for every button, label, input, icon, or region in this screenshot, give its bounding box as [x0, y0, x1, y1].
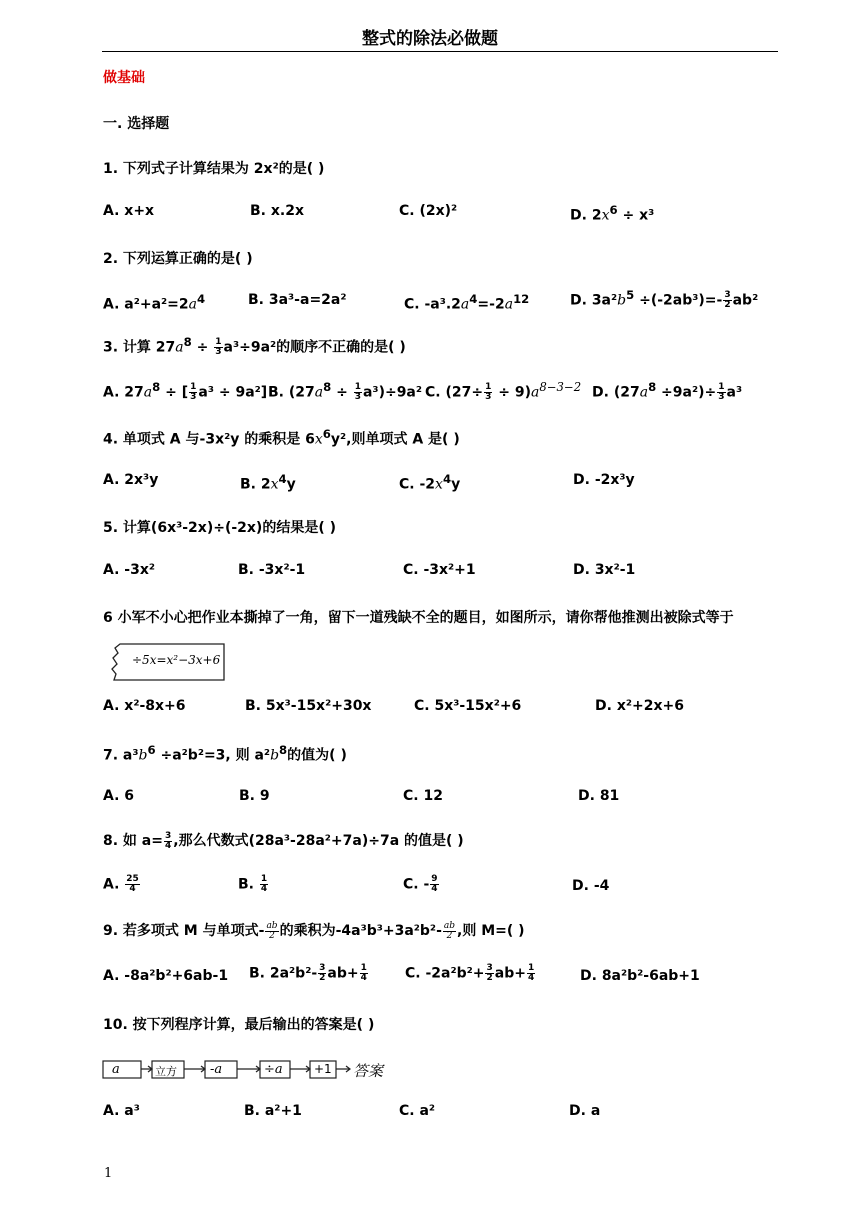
q5-option-d: D. 3x²-1 — [573, 562, 636, 578]
q6-option-b: B. 5x³-15x²+30x — [245, 698, 372, 714]
q1-option-c: C. (2x)² — [399, 203, 458, 219]
section-basic: 做基础 — [103, 70, 145, 86]
q1-option-b: B. x.2x — [250, 203, 304, 219]
q10-option-c: C. a² — [399, 1103, 436, 1119]
q3-stem: 3. 计算 $27a^8$ ÷ $\frac{1}{3}$ a³÷9a²的顺序不正确的是( ) — [103, 335, 406, 358]
page-title: 整式的除法必做题 — [362, 29, 498, 49]
q5-stem: 5. 计算(6x³-2x)÷(-2x)的结果是( ) — [103, 520, 336, 536]
q7-option-d: D. 81 — [578, 788, 620, 804]
q9-stem: 9. 若多项式 M 与单项式- $\frac{ab}{2}$ 的乘积为-4a³b³+3a²b²- $\frac{ab}{2}$ ,则 M=( ) — [103, 920, 525, 941]
q2-option-b: B. 3a³-a=2a² — [248, 292, 347, 308]
q2-option-d: D. $3a^2b^5 \div(-2ab^3)=-$ $\frac{3}{2}$ ab² — [570, 288, 759, 311]
q8-stem: 8. 如 a= $\frac{3}{4}$ ,那么代数式(28a³-28a²+7a)÷7a 的值是( ) — [103, 830, 464, 851]
q10-stem: 10. 按下列程序计算，最后输出的答案是( ) — [103, 1017, 375, 1033]
q6-option-c: C. 5x³-15x²+6 — [414, 698, 522, 714]
q4-option-b: B. $2x^4y$ — [240, 472, 296, 493]
q3-option-d: D. $(27a^8 \div 9a^2)\div$ $\frac{1}{3}$ a³ — [592, 380, 743, 403]
q4-option-d: D. -2x³y — [573, 472, 635, 488]
q8-option-d: D. -4 — [572, 878, 610, 894]
q5-option-c: C. -3x²+1 — [403, 562, 476, 578]
q5-option-b: B. -3x²-1 — [238, 562, 306, 578]
q10-option-d: D. a — [569, 1103, 601, 1119]
q3-option-c: C. (27÷ $\frac{1}{3}$ ÷ $9)a^{8-3-2}$ — [425, 380, 582, 403]
q9-option-b: B. 2a²b²- $\frac{3}{2}$ ab+ $\frac{1}{4}$ — [249, 963, 367, 983]
q3-option-b: B. ($27a^8$ ÷ $\frac{1}{3}$ a³)÷9a² — [268, 380, 423, 403]
q5-option-a: A. -3x² — [103, 562, 156, 578]
q8-option-c: C. - $\frac{9}{4}$ — [403, 874, 438, 894]
q10-flowchart — [100, 1054, 400, 1084]
q8-option-b: B. $\frac{1}{4}$ — [238, 874, 268, 894]
q1-option-a: A. x+x — [103, 203, 155, 219]
q6-option-a: A. x²-8x+6 — [103, 698, 186, 714]
flow-step-input: a — [112, 1062, 120, 1077]
q9-option-c: C. -2a²b²+ $\frac{3}{2}$ ab+ $\frac{1}{4}$ — [405, 963, 535, 983]
q4-option-c: C. $-2x^4y$ — [399, 472, 461, 493]
flow-step-minus-a: -a — [210, 1062, 223, 1077]
flow-step-cube: 立方 — [155, 1065, 177, 1078]
q6-figure-text: ÷5x=x²−3x+6 — [132, 653, 221, 667]
q7-option-a: A. 6 — [103, 788, 135, 804]
q2-option-a: A. $a^2+a^2=2a^4$ — [103, 292, 206, 313]
section-choice: 一. 选择题 — [103, 116, 170, 132]
page-number: 1 — [104, 1166, 113, 1181]
q1-option-d: D. $2x^6 \div x^3$ — [570, 203, 655, 224]
q7-option-c: C. 12 — [403, 788, 443, 804]
flow-step-divide-a: ÷a — [264, 1062, 283, 1077]
q9-option-d: D. 8a²b²-6ab+1 — [580, 968, 700, 984]
header-rule — [102, 51, 778, 52]
q2-stem: 2. 下列运算正确的是( ) — [103, 251, 253, 267]
q6-stem: 6 小军不小心把作业本撕掉了一角，留下一道残缺不全的题目，如图所示，请你帮他推测出被除式等于 — [103, 610, 734, 626]
q6-option-d: D. x²+2x+6 — [595, 698, 684, 714]
q2-option-c: C. $-a^3.2a^4=-2a^{12}$ — [404, 292, 530, 313]
q9-option-a: A. -8a²b²+6ab-1 — [103, 968, 229, 984]
q1-stem: 1. 下列式子计算结果为 2x²的是( ) — [103, 161, 325, 177]
q10-option-b: B. a²+1 — [244, 1103, 302, 1119]
q7-stem: 7. $a^3b^6 \div a^2b^2=3$, 则 $a^2b^8$的值为( ) — [103, 743, 347, 764]
q3-option-a: A. $27a^8$ ÷ [ $\frac{1}{3}$ a³ ÷ 9a²] — [103, 380, 268, 403]
flow-step-answer: 答案 — [353, 1062, 384, 1080]
q7-option-b: B. 9 — [239, 788, 270, 804]
q4-stem: 4. 单项式 A 与-3x²y 的乘积是 $6x^6y^2$,则单项式 A 是( ) — [103, 427, 460, 448]
q6-torn-paper-figure — [110, 642, 226, 682]
flow-step-plus-one: +1 — [314, 1062, 332, 1076]
q8-option-a: A. $\frac{25}{4}$ — [103, 874, 139, 894]
q4-option-a: A. 2x³y — [103, 472, 159, 488]
q10-option-a: A. a³ — [103, 1103, 140, 1119]
